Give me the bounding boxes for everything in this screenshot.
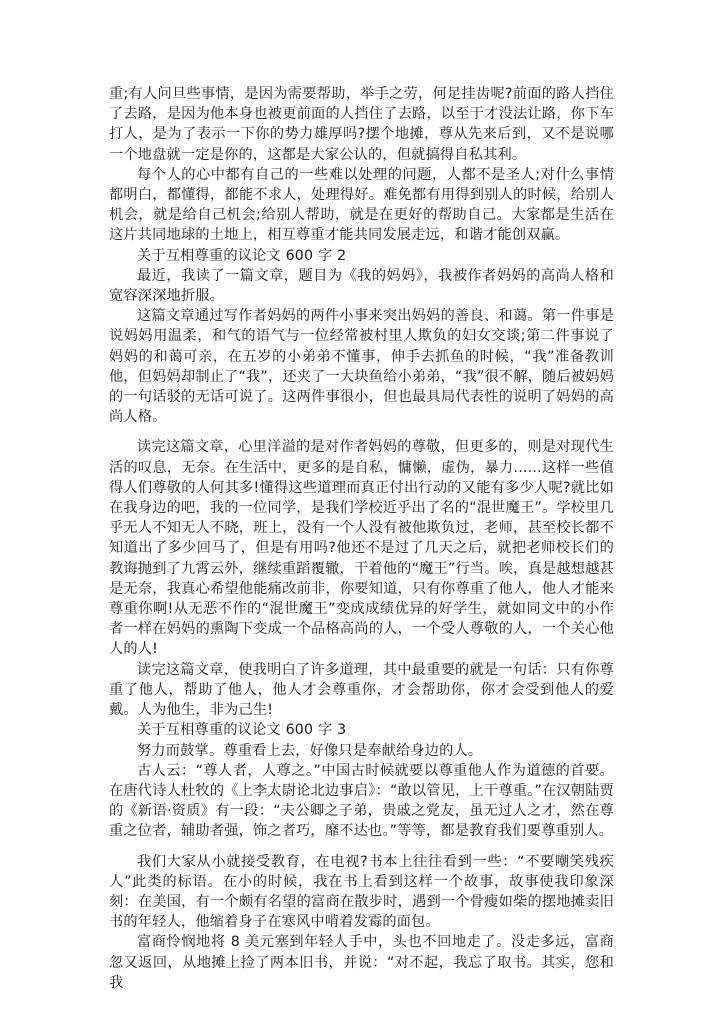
paragraph-5: 读完这篇文章，心里洋溢的是对作者妈妈的尊敬，但更多的，则是对现代生活的叹息，无奈。在生活中，更多的是自私，慵懒，虚伪，暴力......这样一些值得人们尊敬的人何其多!懂得这些道理而真正付出行动的又能有多少人呢?就比如在我身边的吧，我的一位同学，是我们学校近乎出了名的“混世魔王”。学校里几乎无人不知无人不晓，班上，没有一个人没有被他欺负过，老师，甚至校长都不知道出了多少回马了，但是有用吗?他还不是过了几天之后，就把老师校长们的教诲抛到了九霄云外，继续重蹈覆辙，干着他的“魔王”行当。唉，真是越想越甚是无奈，我真心希望他能痛改前非，你要知道，只有你尊重了他人，他人才能来尊重你啊!从无恶不作的“混世魔王”变成成绩优异的好学生，就如同文中的小作者一样在妈妈的熏陶下变成一个品格高尚的人，一个受人尊敬的人，一个关心他人的人! [109,439,614,658]
paragraph-9: 我们大家从小就接受教育，在电视?书本上往往看到一些：“不要嘲笑残疾人”此类的标语。在小的时候，我在书上看到这样一个故事，故事使我印象深刻：在美国，有一个颇有名望的富商在散步时，遇到一个骨瘦如柴的摆地摊卖旧书的年轻人，他缩着身子在寒风中啃着发霉的面包。 [109,853,614,931]
section-heading-2: 关于互相尊重的议论文 600 字 2 [137,247,347,264]
paragraph-8: 古人云：“尊人者，人尊之。”中国古时候就要以尊重他人作为道德的首要。在唐代诗人杜牧的《上李太尉论北边事启》：“敢以管见，上干尊重。”在汉朝陆贾的《新语·资质》有一段：“夫公卿之子弟，贵戚之党友，虽无过人之才，然在尊重之位者，辅助者强，饰之者巧，靡不达也。”等等，都是教育我们要尊重别人。 [109,762,614,840]
paragraph-4: 这篇文章通过写作者妈妈的两件小事来突出妈妈的善良、和蔼。第一件事是说妈妈用温柔，和气的语气与一位经常被村里人欺负的妇女交谈;第二件事说了妈妈的和蔼可亲，在五岁的小弟弟不懂事，伸手去抓鱼的时候，“我”准备教训他，但妈妈却制止了“我”，还夹了一大块鱼给小弟弟，“我”很不解，随后被妈妈的一句话驳的无话可说了。这两件事很小，但也最具局代表性的说明了妈妈的高尚人格。 [109,308,614,426]
paragraph-7: 努力而鼓掌。尊重看上去，好像只是奉献给身边的人。 [137,742,483,759]
paragraph-6: 读完这篇文章，使我明白了许多道理，其中最重要的就是一句话：只有你尊重了他人，帮助了他人，他人才会尊重你，才会帮助你，你才会受到他人的爱戴。人为他生，非为己生! [109,661,614,719]
paragraph-1: 重;有人问旦些事情，是因为需要帮助，举手之劳，何足挂齿呢?前面的路人挡住了去路，是因为他本身也被更前面的人挡住了去路，以至于才没法让路，你下车打人，是为了表示一下你的势力雄厚吗?摆个地摊，尊从先来后到，又不是说哪一个地盘就一定是你的，这都是大家公认的，但就搞得自私其利。 [109,86,614,163]
paragraph-3: 最近，我读了一篇文章，题目为《我的妈妈》，我被作者妈妈的高尚人格和宽容深深地折服。 [109,267,614,305]
paragraph-2: 每个人的心中都有自己的一些难以处理的问题，人都不是圣人;对什么事情都明白，都懂得，都能不求人，处理得好。难免都有用得到别人的时候，给别人机会，就是给自己机会;给别人帮助，就是在更好的帮助自己。大家都是生活在这片共同地球的土地上，相互尊重才能共同发展走远，和谐才能创双赢。 [109,166,614,244]
paragraph-10: 富商怜悯地将 8 美元塞到年轻人手中，头也不回地走了。没走多远，富商忽又返回，从地摊上捡了两本旧书，并说：“对不起，我忘了取书。其实，您和我 [109,934,614,991]
section-heading-3: 关于互相尊重的议论文 600 字 3 [137,722,347,739]
